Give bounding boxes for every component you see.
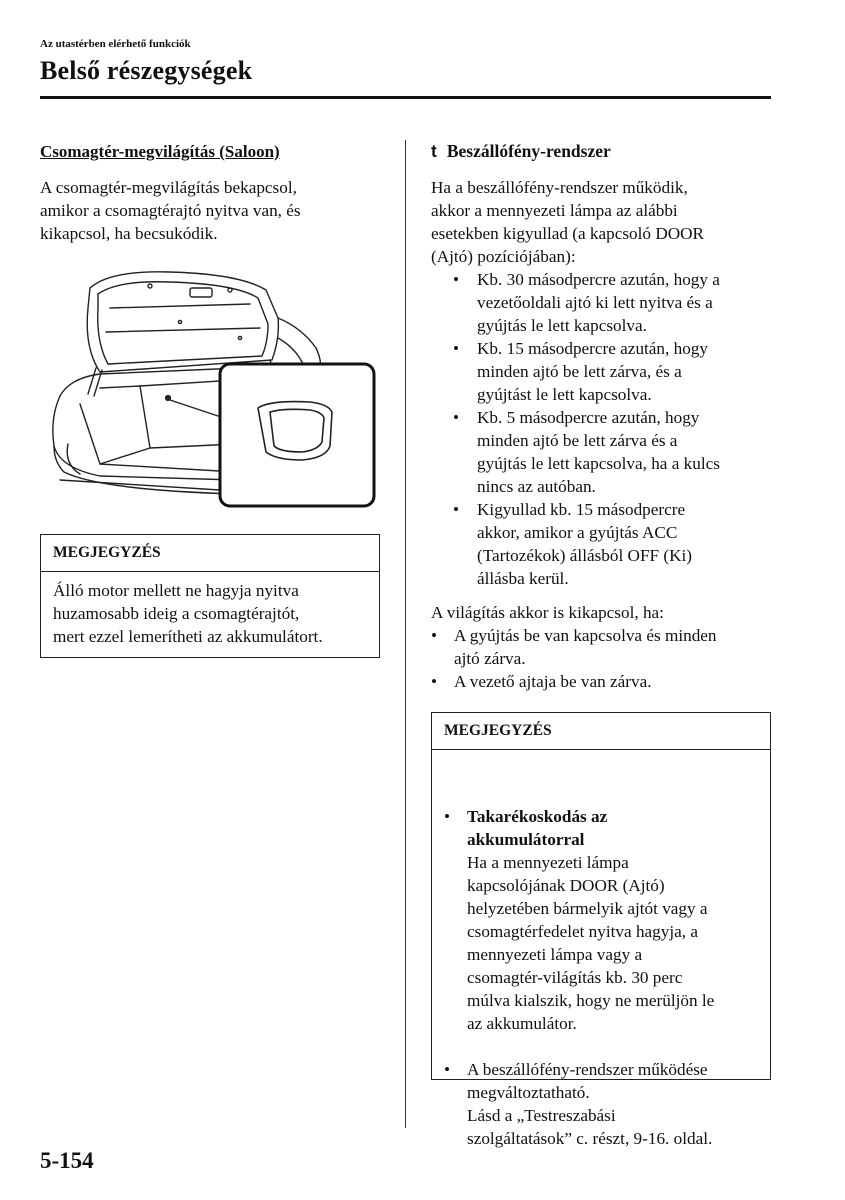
note-heading: MEGJEGYZÉS xyxy=(41,535,379,572)
list-item: • Kb. 15 másodpercre azután, hogy minden ajtó be lett zárva, és a gyújtást le lett kapcsolva. xyxy=(431,337,776,406)
note-box xyxy=(40,534,380,658)
trunk-light-paragraph: A csomagtér-megvilágítás bekapcsol, amikor a csomagtérajtó nyitva van, és kikapcsol, ha becsukódik. xyxy=(40,178,301,243)
off-conditions-list xyxy=(431,624,776,693)
right-column xyxy=(431,140,776,693)
illumination-intro: Ha a beszállófény-rendszer működik, akkor a mennyezeti lámpa az alábbi esetekben kigyullad (a kapcsoló DOOR (Ajtó) pozíciójában): xyxy=(431,178,705,266)
note-item-text: Ha a mennyezeti lámpa kapcsolójának DOOR (Ajtó) helyzetében bármelyik ajtót vagy a csomagtérfedelet nyitva hagyja, a mennyezeti lámpa vagy a csomagtér-világítás kb. 30 perc múlva kialszik, hogy ne merüljön le az akkumulátor. xyxy=(467,853,715,1033)
note-box xyxy=(431,712,771,1148)
note-body xyxy=(432,750,770,1196)
column-divider xyxy=(405,140,406,1128)
title-divider xyxy=(40,96,771,99)
list-item xyxy=(444,1058,758,1150)
page-number: 5-154 xyxy=(40,1148,94,1173)
list-item: • Kigyullad kb. 15 másodpercre akkor, amikor a gyújtás ACC (Tartozékok) állásból OFF (Ki) állásba kerül. xyxy=(431,498,776,590)
section-marker-icon: t xyxy=(431,141,437,161)
trunk-light-heading: Csomagtér-megvilágítás (Saloon) xyxy=(40,142,280,161)
list-item: • Kb. 30 másodpercre azután, hogy a vezetőoldali ajtó ki lett nyitva és a gyújtás le lett kapcsolva. xyxy=(431,268,776,337)
note-item-title: Takarékoskodás az akkumulátorral xyxy=(467,807,608,849)
illumination-conditions-list xyxy=(431,268,776,590)
list-item: • A gyújtás be van kapcsolva és minden ajtó zárva. xyxy=(431,624,776,670)
section-label: Az utastérben elérhető funkciók xyxy=(40,38,191,50)
note-item-text: A beszállófény-rendszer működése megváltoztatható. Lásd a „Testreszabási szolgáltatások” c. részt, 9-16. oldal. xyxy=(467,1060,713,1148)
illumination-heading-text: Beszállófény-rendszer xyxy=(446,141,611,161)
off-intro: A világítás akkor is kikapcsol, ha: xyxy=(431,603,664,622)
list-item xyxy=(444,805,758,1035)
list-item: • A vezető ajtaja be van zárva. xyxy=(431,670,776,693)
trunk-light-illustration xyxy=(40,268,380,508)
list-item: • Kb. 5 másodpercre azután, hogy minden ajtó be lett zárva és a gyújtás le lett kapcsolva, ha a kulcs nincs az autóban. xyxy=(431,406,776,498)
note-heading: MEGJEGYZÉS xyxy=(432,713,770,750)
illumination-heading xyxy=(431,140,776,163)
page-title: Belső részegységek xyxy=(40,56,253,85)
note-text: Álló motor mellett ne hagyja nyitva huzamosabb ideig a csomagtérajtót, mert ezzel lemerítheti az akkumulátort. xyxy=(53,581,323,646)
left-column xyxy=(40,140,385,245)
note-list xyxy=(444,782,758,1173)
